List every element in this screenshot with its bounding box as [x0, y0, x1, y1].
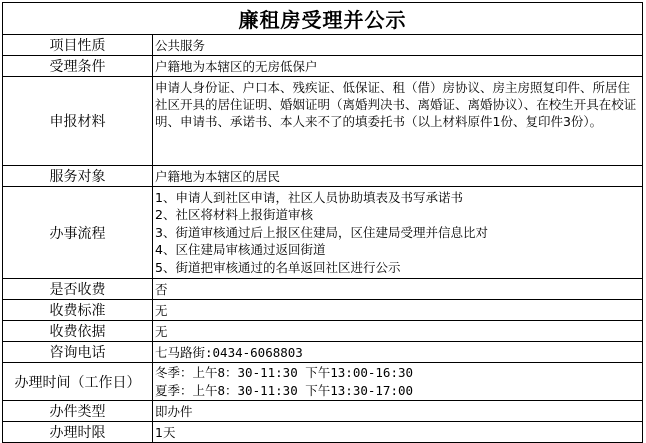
table-row	[3, 35, 643, 56]
hours-winter: 冬季：上午8：30-11:30 下午13:00-16:30	[155, 365, 414, 380]
row-value-fee-standard: 无	[153, 300, 643, 321]
table-title: 廉租房受理并公示	[3, 3, 643, 35]
table-row	[3, 321, 643, 342]
process-step-3: 3、街道审核通过后上报区住建局，区住建局受理并信息比对	[155, 224, 488, 240]
row-value-materials: 申请人身份证、户口本、残疾证、低保证、租（借）房协议、房主房照复印件、所居住社区开具的居住证明、婚姻证明（离婚判决书、离婚证、离婚协议）、在校生开具在校证明、申请书、承诺书、本人来不了的填委托书（以上材料原件1份、复印件3份）。	[153, 77, 643, 166]
row-label-process: 办事流程	[3, 187, 153, 279]
row-label-fee-standard: 收费标准	[3, 300, 153, 321]
hours-values	[153, 363, 643, 401]
row-value-fee: 否	[153, 279, 643, 300]
table-row	[3, 166, 643, 187]
process-step-4: 4、区住建局审核通过返回街道	[155, 242, 326, 258]
process-step-5: 5、街道把审核通过的名单返回社区进行公示	[155, 259, 401, 275]
process-step-1: 1、申请人到社区申请，社区人员协助填表及书写承诺书	[155, 189, 463, 205]
row-label-fee: 是否收费	[3, 279, 153, 300]
table-row	[3, 187, 643, 279]
table-row	[3, 342, 643, 363]
table-row	[3, 77, 643, 166]
row-value-limit: 1天	[153, 422, 643, 443]
row-label-conditions: 受理条件	[3, 56, 153, 77]
process-steps	[153, 187, 643, 279]
row-label-materials: 申报材料	[3, 77, 153, 166]
row-value-fee-basis: 无	[153, 321, 643, 342]
table-row	[3, 56, 643, 77]
service-info-table	[2, 2, 643, 443]
table-row	[3, 422, 643, 443]
row-label-type: 办件类型	[3, 401, 153, 422]
row-value-type: 即办件	[153, 401, 643, 422]
row-value-target: 户籍地为本辖区的居民	[153, 166, 643, 187]
row-label-target: 服务对象	[3, 166, 153, 187]
row-value-phone: 七马路街:0434-6068803	[153, 342, 643, 363]
row-label-phone: 咨询电话	[3, 342, 153, 363]
table-row	[3, 300, 643, 321]
row-label-hours: 办理时间（工作日）	[3, 363, 153, 401]
row-label-category: 项目性质	[3, 35, 153, 56]
row-value-conditions: 户籍地为本辖区的无房低保户	[153, 56, 643, 77]
row-label-fee-basis: 收费依据	[3, 321, 153, 342]
row-value-category: 公共服务	[153, 35, 643, 56]
table-row	[3, 279, 643, 300]
table-row	[3, 401, 643, 422]
hours-summer: 夏季：上午8：30-11:30 下午13:30-17:00	[155, 382, 414, 398]
process-step-2: 2、社区将材料上报街道审核	[155, 207, 313, 223]
row-label-limit: 办理时限	[3, 422, 153, 443]
table-row	[3, 363, 643, 401]
